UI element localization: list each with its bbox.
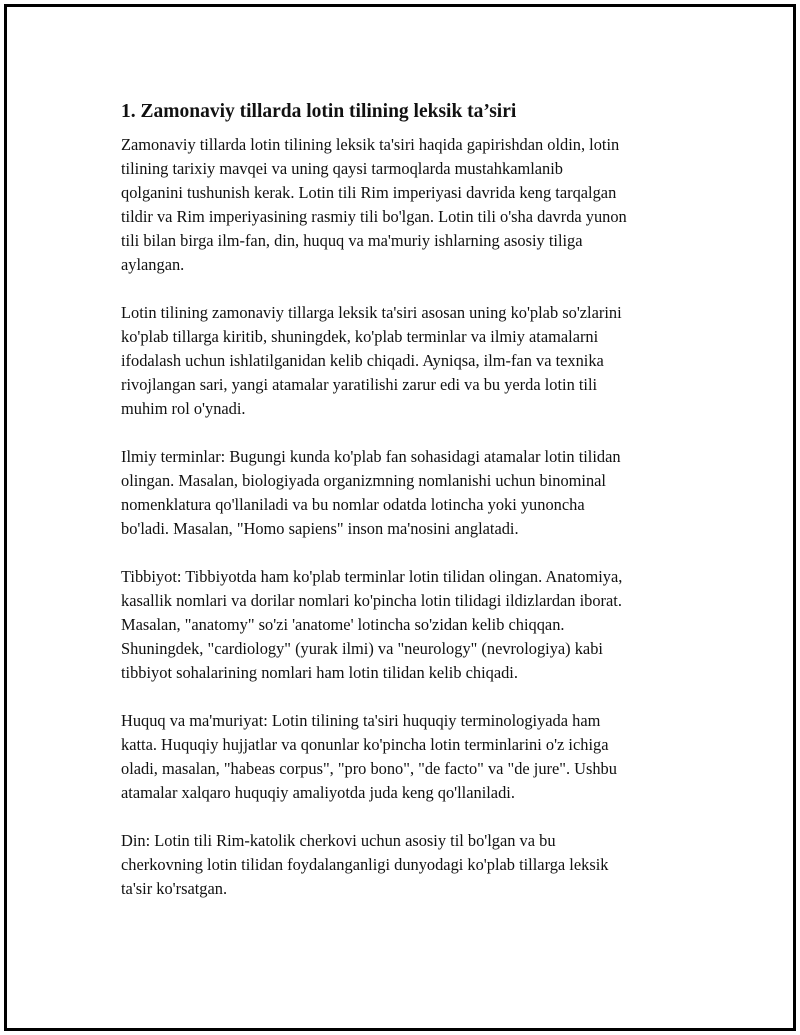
text-line: Tibbiyot: Tibbiyotda ham ko'plab terminlar lotin tilidan olingan. Anatomiya, [121,567,623,586]
text-line: tilining tarixiy mavqei va uning qaysi tarmoqlarda mustahkamlanib [121,159,563,178]
paragraph-scientific-terms [121,445,701,541]
text-line: atamalar xalqaro huquqiy amaliyotda juda keng qo'llaniladi. [121,783,515,802]
text-line: olingan. Masalan, biologiyada organizmning nomlanishi uchun binominal [121,471,606,490]
text-line: qolganini tushunish kerak. Lotin tili Rim imperiyasi davrida keng tarqalgan [121,183,617,202]
text-line: tibbiyot sohalarining nomlari ham lotin tilidan kelib chiqadi. [121,663,518,682]
text-line: Masalan, "anatomy" so'zi 'anatome' lotincha so'zidan kelib chiqqan. [121,615,565,634]
text-line: muhim rol o'ynadi. [121,399,246,418]
paragraph-law [121,709,701,805]
section-heading: 1. Zamonaviy tillarda lotin tilining leksik ta’siri [121,101,517,122]
text-line: tili bilan birga ilm-fan, din, huquq va ma'muriy ishlarning asosiy tiliga [121,231,583,250]
text-line: cherkovning lotin tilidan foydalanganligi dunyodagi ko'plab tillarga leksik [121,855,609,874]
text-line: aylangan. [121,255,185,274]
text-line: oladi, masalan, "habeas corpus", "pro bono", "de facto" va "de jure". Ushbu [121,759,617,778]
text-line: kasallik nomlari va dorilar nomlari ko'pincha lotin tilidagi ildizlardan iborat. [121,591,622,610]
text-line: ta'sir ko'rsatgan. [121,879,228,898]
text-line: nomenklatura qo'llaniladi va bu nomlar odatda lotincha yoki yunoncha [121,495,585,514]
paragraph-religion [121,829,701,901]
text-line: Lotin tilining zamonaviy tillarga leksik ta'siri asosan uning ko'plab so'zlarini [121,303,622,322]
text-line: bo'ladi. Masalan, "Homo sapiens" inson ma'nosini anglatadi. [121,519,519,538]
document-body [121,99,701,925]
text-line: ifodalash uchun ishlatilganidan kelib chiqadi. Ayniqsa, ilm-fan va texnika [121,351,604,370]
paragraph-lexical-influence [121,301,701,421]
text-line: Ilmiy terminlar: Bugungi kunda ko'plab fan sohasidagi atamalar lotin tilidan [121,447,621,466]
text-line: Shuningdek, "cardiology" (yurak ilmi) va "neurology" (nevrologiya) kabi [121,639,603,658]
text-line: Zamonaviy tillarda lotin tilining leksik ta'siri haqida gapirishdan oldin, lotin [121,135,620,154]
text-line: katta. Huquqiy hujjatlar va qonunlar ko'pincha lotin terminlarini o'z ichiga [121,735,609,754]
text-line: Din: Lotin tili Rim-katolik cherkovi uchun asosiy til bo'lgan va bu [121,831,556,850]
document-page [4,4,796,1031]
text-line: rivojlangan sari, yangi atamalar yaratilishi zarur edi va bu yerda lotin tili [121,375,598,394]
text-line: Huquq va ma'muriyat: Lotin tilining ta'siri huquqiy terminologiyada ham [121,711,601,730]
text-line: ko'plab tillarga kiritib, shuningdek, ko'plab terminlar va ilmiy atamalarni [121,327,599,346]
paragraph-intro [121,133,701,277]
text-line: tildir va Rim imperiyasining rasmiy tili bo'lgan. Lotin tili o'sha davrda yunon [121,207,627,226]
paragraph-medicine [121,565,701,685]
